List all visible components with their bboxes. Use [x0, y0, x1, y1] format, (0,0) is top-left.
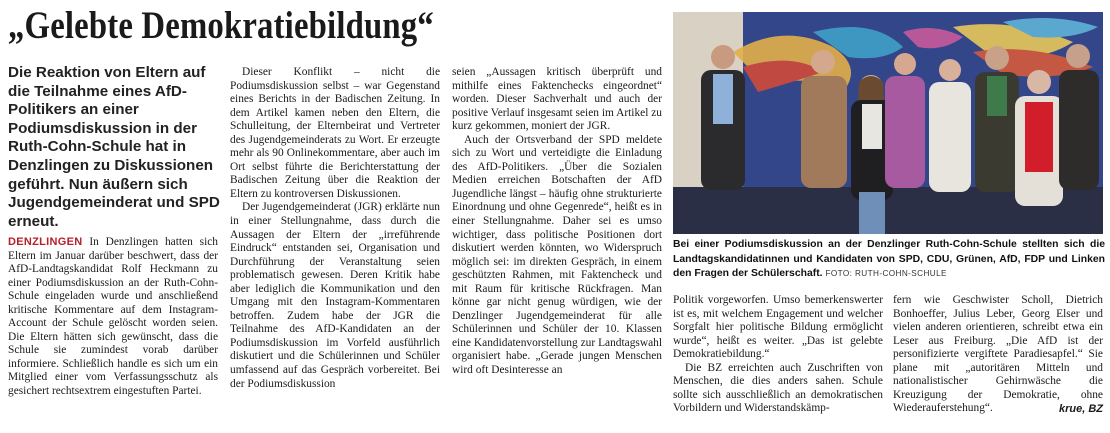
- group-photo-illustration: [673, 12, 1103, 234]
- col3-paragraph-1: seien „Aussagen kritisch überprüft und mithilfe eines Faktenchecks eingeordnet“ worden. Dieser Sachverhalt und auch der positive Verlauf insgesamt seien im Artikel zu kurz gekommen, moniert der JGR.: [452, 66, 662, 133]
- column-1: [8, 236, 218, 399]
- author-signature: krue, BZ: [1058, 402, 1103, 415]
- col4-paragraph-1: Politik vorgeworfen. Umso bemerkenswerter ist es, mit welchem Engagement und welcher Sorgfalt hier politische Bildung ermöglicht wurde“, heißt es weiter. „Das ist gelebte Demokratiebildung.“: [673, 294, 883, 361]
- caption-text: Bei einer Podiumsdiskussion an der Denzlinger Ruth-Cohn-Schule stellten sich die Landtagskandidatinnen und Kandidaten von SPD, CDU, Grünen, AfD, FDP und Linken den Fragen der Schülerschaft.: [673, 239, 1105, 280]
- col1-text: In Denzlingen hatten sich Eltern im Januar darüber beschwert, dass der AfD-Landtagskandidat Rolf Heckmann zu einer Podiumsdiskussion an der Ruth-Cohn-Schule eingeladen wurde und anschließend kritische Kommentare auf dem Instagram-Account der Schule gelöscht worden seien. Die Eltern hätten sich gewünscht, dass die Schule sie zumindest vorab darüber informiere. Schließlich handle es sich um ein Mitglied einer vom Verfassungsschutz als gesichert rechtsextrem eingestuften Partei.: [8, 236, 218, 398]
- photo-credit: FOTO: RUTH-COHN-SCHULE: [825, 269, 947, 279]
- headline: „Gelebte Demokratiebildung“: [8, 4, 434, 47]
- column-4: [673, 294, 883, 416]
- col3-paragraph-2: Auch der Ortsverband der SPD meldete sich zu Wort und verteidigte die Einladung des AfD-Politikers. „Über die Sozialen Medien erreichen Botschaften der AfD Jugendliche längst – häufig ohne strukturierte Einordnung und ohne Gegenrede“, heißt es in einer Stellungnahme. Daher sei es umso wichtiger, dass politische Positionen dort diskutiert werden könnten, wo Widerspruch möglich sei: im direkten Gespräch, in einem geschützten Rahmen, mit Faktencheck und mit Raum für kritische Rückfragen. Man könne gar nicht genug würdigen, wie der Denzlinger Jugendgemeinderat für alle Schülerinnen und Schüler der 10. Klassen eine Kandidatenvorstellung zur Landtagswahl organisiert habe. „Gerade jungen Menschen wird oft Desinteresse an: [452, 133, 662, 377]
- col5-text: fern wie Geschwister Scholl, Dietrich Bonhoeffer, Julius Leber, Georg Elser und vielen anderen orientieren, schreibt etwa ein Leser aus Freiburg. „Die AfD ist der personifizierte vergiftete Paradiesapfel.“ Sie plane mit „autoritären Mitteln und nationalistischer Gehirnwäsche die Kreuzigung der Demokratie, ohne Wiederauferstehung“.: [893, 294, 1103, 415]
- column-2: [230, 66, 440, 391]
- lead-paragraph: Die Reaktion von Eltern auf die Teilnahme eines AfD-Politikers an einer Podiumsdiskussion in der Ruth-Cohn-Schule hat in Denzlingen zu Diskussionen geführt. Nun äußern sich Jugendgemeinderat und SPD erneut.: [8, 64, 220, 230]
- col2-paragraph-1: Dieser Konflikt – nicht die Podiumsdiskussion selbst – war Gegenstand eines Berichts in der Badischen Zeitung. In dem Artikel kamen neben den Eltern, die Schulleitung, der Elternbeirat und Vertreter des Jugendgemeinderats zu Wort. Er erzeugte mehr als 90 Onlinekommentare, aber auch im Ort selbst führte die Berichterstattung der Badischen Zeitung über die Reaktion der Eltern zu kontroversen Diskussionen.: [230, 66, 440, 200]
- group-photo: [673, 12, 1103, 234]
- column-3: [452, 66, 662, 378]
- photo-caption: [673, 238, 1105, 282]
- col2-paragraph-2: Der Jugendgemeinderat (JGR) erklärte nun in einer Stellungnahme, dass durch die Aussagen der Eltern der „irreführende Eindruck“ entstanden sei, Organisation und Durchführung der Veranstaltung seien problematisch gewesen. Deren Kritik habe aber lediglich die Kommunikation und den Umgang mit den Instagram-Kommentaren betroffen. Zudem habe der JGR die Teilnahme des AfD-Kandidaten an der Podiumsdiskussion im Vorfeld ausführlich diskutiert und die Schülerinnen und Schüler umfassend auf das Gespräch vorbereitet. Bei der Podiumsdiskussion: [230, 201, 440, 390]
- column-5: [893, 294, 1103, 416]
- dateline: DENZLINGEN: [8, 236, 83, 248]
- col4-paragraph-2: Die BZ erreichten auch Zuschriften von Menschen, die dies anders sahen. Schule sollte sich ausschließlich an demokratischen Vorbildern und Widerstandskämp-: [673, 361, 883, 415]
